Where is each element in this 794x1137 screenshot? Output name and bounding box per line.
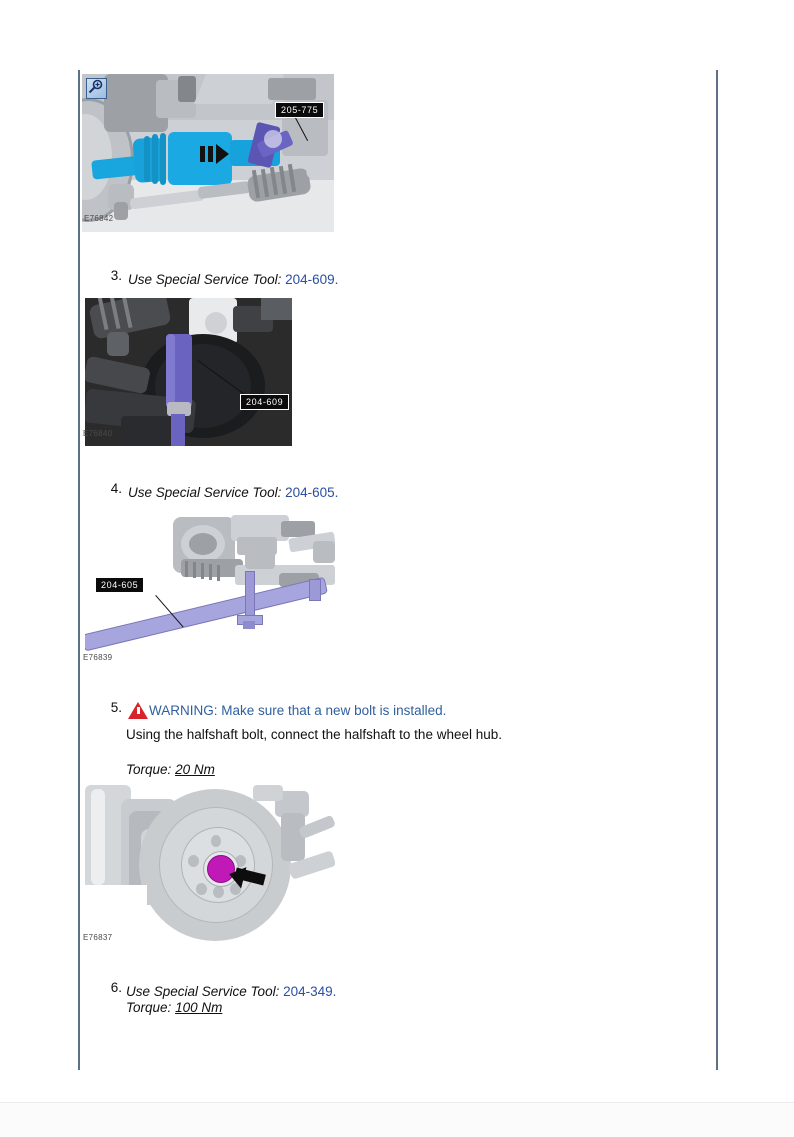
figure-caption-e76842: E76842: [84, 214, 114, 223]
step-6-torque-value: 100 Nm: [175, 1000, 223, 1015]
step-3-period: .: [334, 272, 339, 287]
figure-halfshaft-steering[interactable]: [82, 74, 334, 232]
step-5-warning-line: [128, 699, 668, 722]
figure-wheel-hub-bolt[interactable]: [85, 785, 335, 945]
step-5-warning-text: WARNING: Make sure that a new bolt is installed.: [149, 703, 447, 718]
callout-tool-204-609: 204-609: [240, 394, 289, 410]
step-6-period: .: [332, 984, 337, 999]
step-5-number: 5.: [110, 700, 122, 715]
magnify-icon[interactable]: [86, 78, 107, 99]
step-5-torque: [126, 758, 426, 781]
step-3-number: 3.: [110, 268, 122, 283]
step-5-torque-value: 20 Nm: [175, 762, 215, 777]
callout-tool-205-775: 205-775: [275, 102, 324, 118]
step-5-torque-label: Torque:: [126, 762, 172, 777]
step-6-number: 6.: [110, 980, 122, 995]
step-6-tool-link[interactable]: 204-349: [283, 984, 333, 999]
step-3-sst-label: Use Special Service Tool:: [128, 272, 282, 287]
step-3-tool-link[interactable]: 204-609: [285, 272, 335, 287]
figure-tool-204-609[interactable]: [85, 298, 292, 446]
step-6-sst-label: Use Special Service Tool:: [126, 984, 280, 999]
step-5-instruction: Using the halfshaft bolt, connect the halfshaft to the wheel hub.: [126, 727, 502, 742]
callout-tool-204-605: 204-605: [95, 577, 144, 593]
figure-caption-e76837: E76837: [83, 933, 113, 942]
step-4-period: .: [334, 485, 339, 500]
page-footer-strip: [0, 1102, 794, 1137]
figure-caption-e76840: E76840: [83, 429, 113, 438]
content-rule-right: [716, 70, 718, 1070]
step-4-tool-link[interactable]: 204-605: [285, 485, 335, 500]
step-3-text: [128, 268, 648, 291]
warning-triangle-icon: [128, 702, 148, 719]
step-6-torque-label: Torque:: [126, 1000, 172, 1015]
step-4-text: [128, 481, 648, 504]
figure-tool-204-605[interactable]: [85, 515, 335, 665]
figure-caption-e76839: E76839: [83, 653, 113, 662]
step-4-number: 4.: [110, 481, 122, 496]
step-4-sst-label: Use Special Service Tool:: [128, 485, 282, 500]
content-rule-left: [78, 70, 80, 1070]
step-6-torque: [126, 996, 426, 1019]
